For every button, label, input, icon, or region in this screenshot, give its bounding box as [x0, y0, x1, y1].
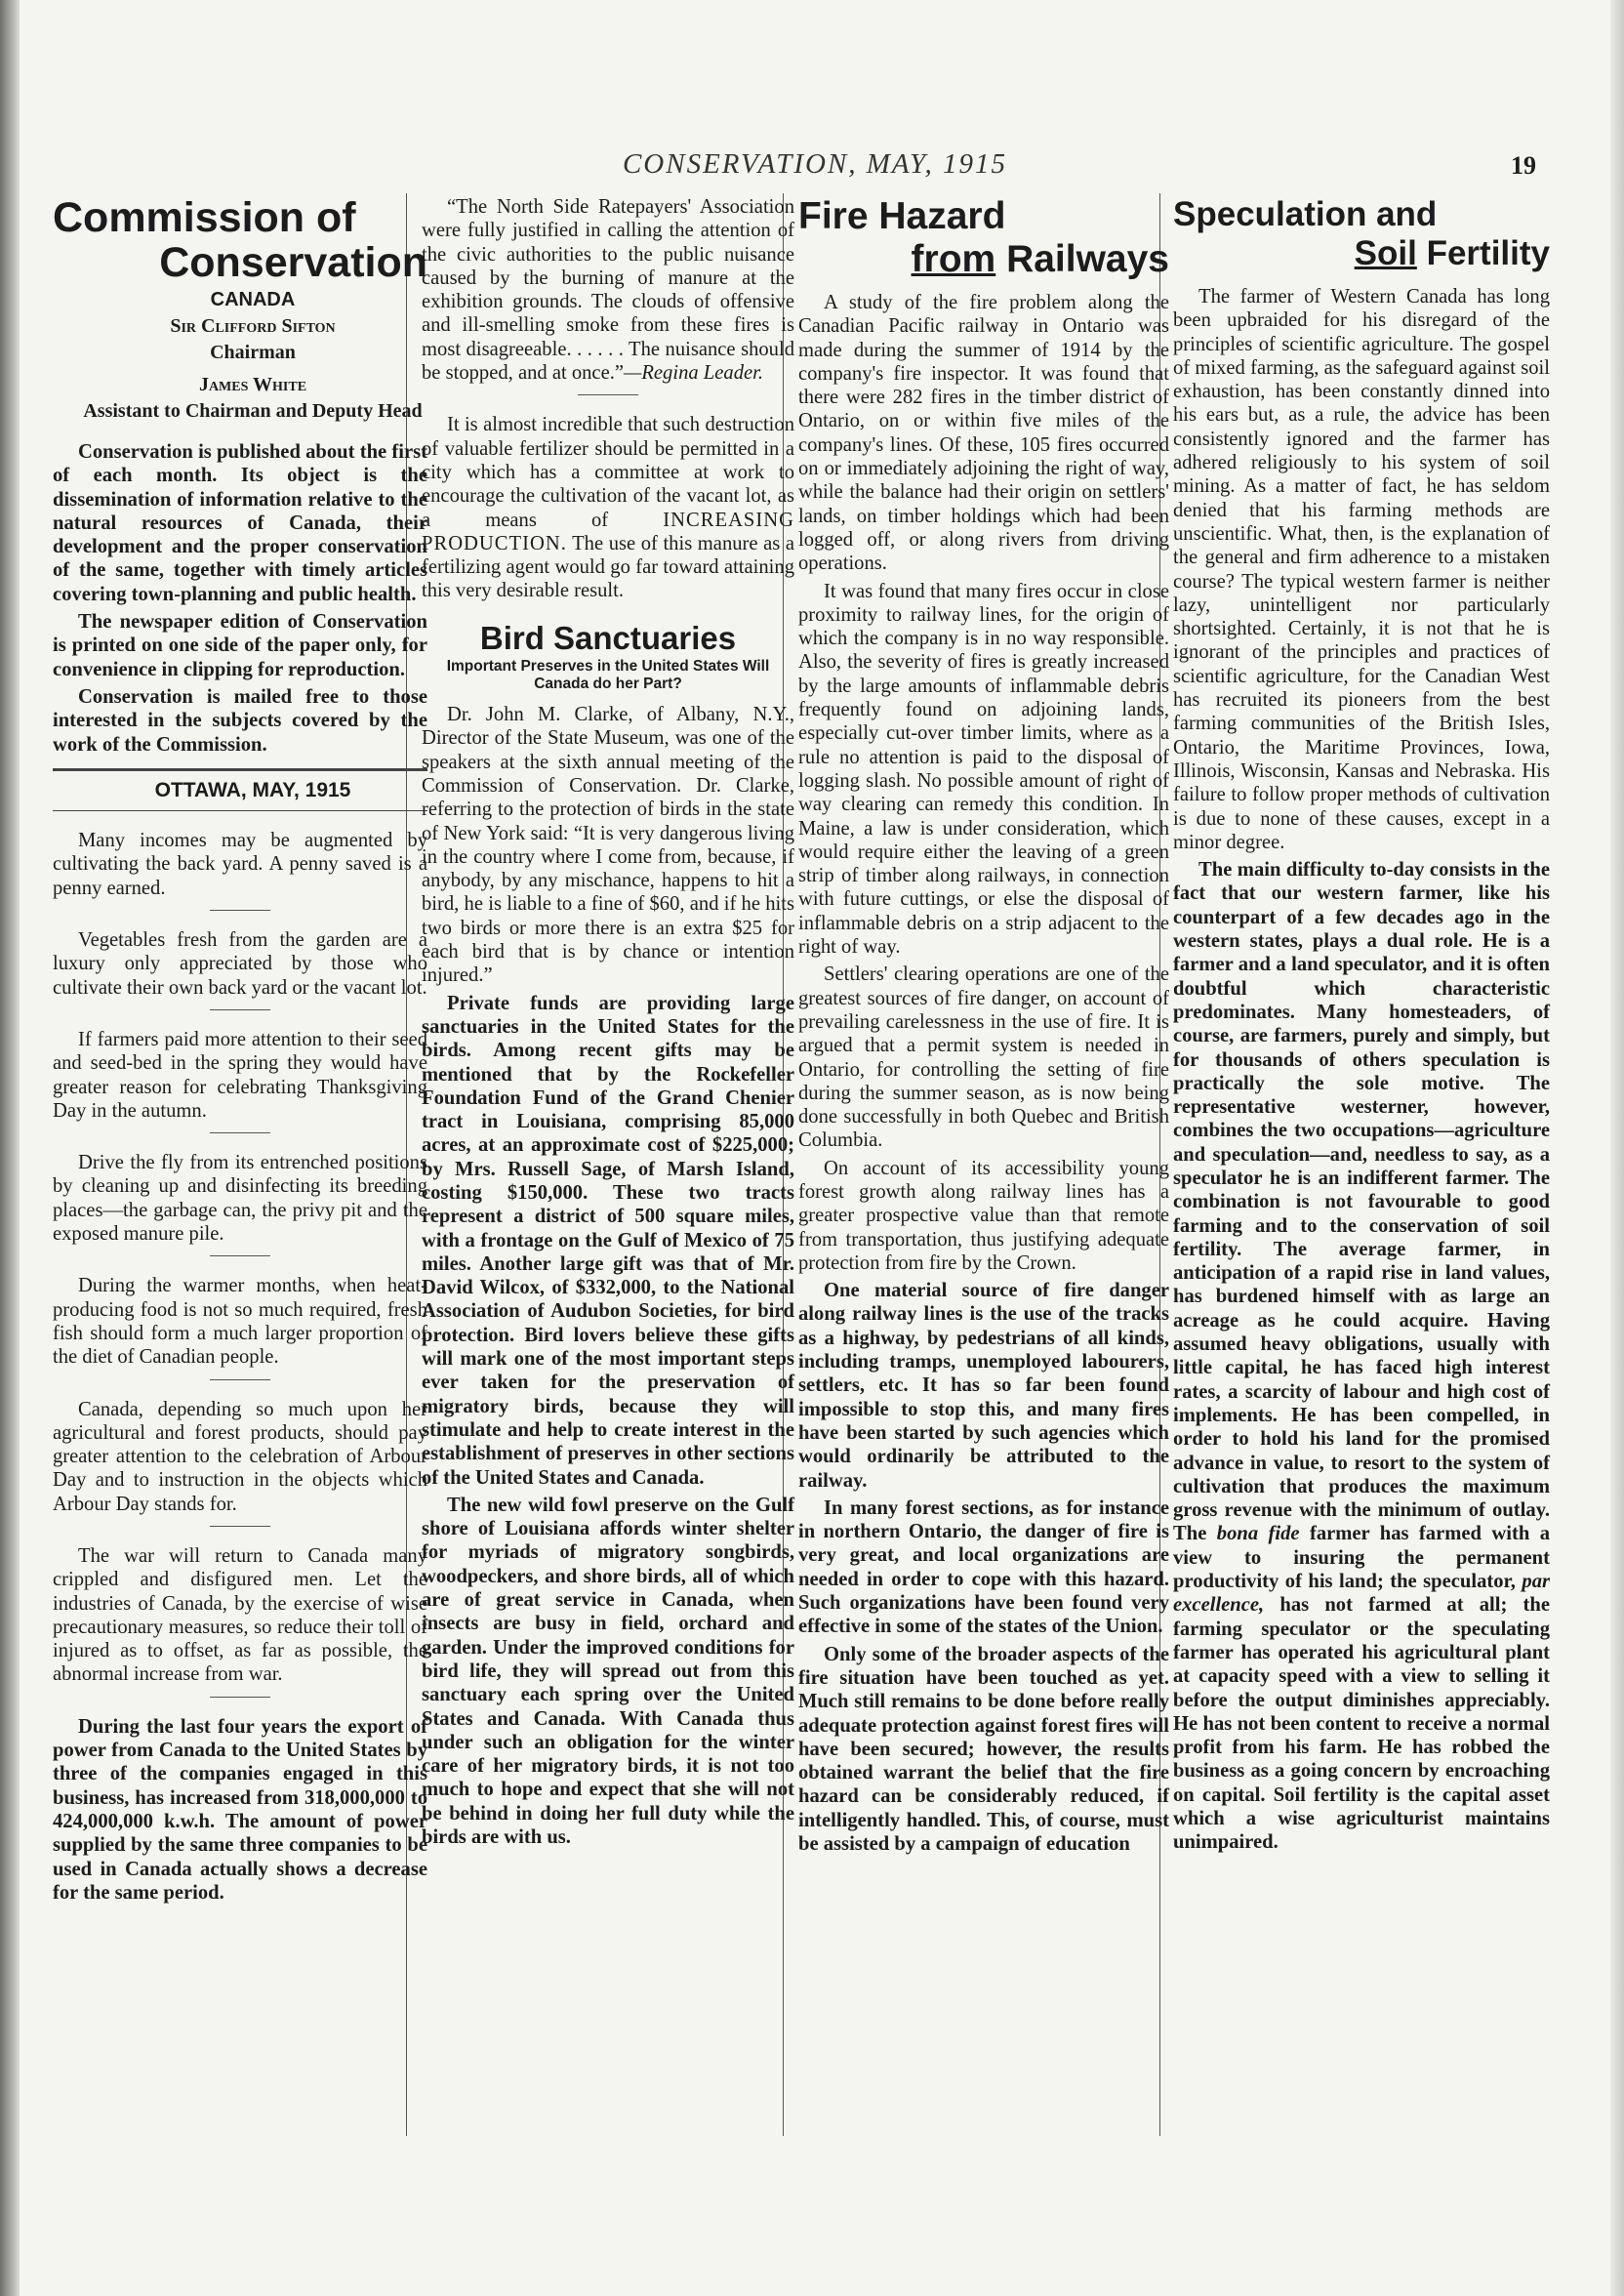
newspaper-page: [20, 0, 1610, 2296]
article-title-line2: [798, 238, 1169, 281]
column-bird-sanctuaries: [422, 195, 794, 1853]
item-separator: [210, 910, 270, 911]
item-separator: [578, 394, 638, 395]
masthead-country: CANADA: [210, 289, 296, 310]
article-paragraph: Private funds are providing large sanctuaries in the United States for the birds. Among recent gifts may be mentioned that by the Rockefeller Foundation Fund of the Grand Chenier tract in Louisiana, comprising 85,000 acres, at an approximate cost of $225,000; by Mrs. Russell Sage, of Marsh Island, costing $150,000. These two tracts represent a district of 500 square miles, with a frontage on the Gulf of Mexico of 75 miles. Another large gift was that of Mr. David Wilcox, of $332,000, to the National Association of Audubon Societies, for bird protection. Bird lovers believe these gifts will mark one of the most important steps ever taken for the preservation of migratory birds, because they will stimulate and help to create interest in the establishment of preserves in other sections of the United States and Canada.: [422, 992, 794, 1489]
editorial-item: During the warmer months, when heat-producing food is not so much required, fresh fish should form a much larger proportion of the diet of Canadian people.: [53, 1275, 427, 1369]
paragraph-text: farmer has farmed with a view to insuring the permanent productivity of his land; the speculator,: [1173, 1523, 1550, 1593]
manure-paragraph: [422, 413, 794, 602]
intro-paragraph: Conservation is published about the first of each month. Its object is the dissemination of information relative to the natural resources of Canada, their development and the proper conservation of the same, together with timely articles covering town-planning and public health.: [53, 441, 427, 605]
divider: [53, 768, 427, 771]
item-separator: [210, 1009, 270, 1010]
editorial-item: Many incomes may be augmented by cultivating the back yard. A penny saved is a penny earned.: [53, 830, 427, 899]
column-commission: [53, 195, 427, 1908]
article-title-line2: [1173, 234, 1550, 273]
editorial-item: Canada, depending so much upon her agricultural and forest products, should pay greater attention to the celebration of Arbour Day and to instruction in the objects which Arbour Day stands for.: [53, 1398, 427, 1515]
item-separator: [210, 1255, 270, 1256]
assistant-name: James White: [198, 374, 307, 395]
article-paragraph: On account of its accessibility young forest growth along railway lines has a greater prospective value than that remote from transportation, thus justifying adequate protection from fire by the Crown.: [798, 1157, 1169, 1274]
article-paragraph: It was found that many fires occur in close proximity to railway lines, for the origin of which the company is in no way responsible. Also, the severity of fires is greatly increased by the large amounts of inflammable debris frequently found on adjoining lands, especially cut-over timber limits, where as a rule no attention is paid to the disposal of logging slash. No possible amount of right of way clearing can remedy this condition. In Maine, a law is under consideration, which would require either the leaving of a green strip of timber along railways, in connection with future cuttings, or else the disposal of inflammable debris on a strip adjacent to the right of way.: [798, 580, 1169, 959]
article-title-line1: Speculation and: [1173, 195, 1438, 233]
title-underlined-word: from: [911, 238, 996, 280]
paragraph-text: It is almost incredible that such destruction of valuable fertilizer should be permitted in a city which has a committee at work to encourage the cultivation of the vacant lot, as a means of: [422, 414, 794, 531]
title-underlined-word: Soil: [1354, 234, 1417, 272]
article-paragraph: The farmer of Western Canada has long been upbraided for his disregard of the principles of scientific agriculture. The gospel of mixed farming, as the safeguard against soil exhaustion, has been constantly dinned into his ears but, as a rule, the advice has been consistently ignored and the farmer has adhered religiously to his system of soil mining. As a matter of fact, he has seldom denied that his farming methods are unscientific. What, then, is the explanation of the general and firm adherence to a mistaken course? The typical western farmer is neither lazy, unintelligent nor particularly shortsighted. Certainly, it is not that he is ignorant of the principles and practices of scientific agriculture, for the Canadian West has recruited its pioneers from the best farming communities of the British Isles, Ontario, the Maritime Provinces, Iowa, Illinois, Wisconsin, Kansas and Nebraska. His failure to follow proper methods of cultivation is due to none of these causes, except in a minor degree.: [1173, 286, 1550, 853]
title-word: Fertility: [1426, 234, 1550, 272]
editorial-item: Vegetables fresh from the garden are a luxury only appreciated by those who cultivate their own back yard or the vacant lot.: [53, 929, 427, 999]
article-paragraph: A study of the fire problem along the Canadian Pacific railway in Ontario was made during the summer of 1914 by the company's fire inspector. It was found that there were 282 fires in the timber district of Ontario, on or within five miles of the company's lines. Of these, 105 fires occurred on or immediately adjoining the right of way, while the balance had their origin on settlers' lands, on timber holdings which had been logged off, or along rivers from driving operations.: [798, 292, 1169, 575]
chairman-name: Sir Clifford Sifton: [170, 315, 336, 337]
paragraph-text: The main difficulty to-day consists in the fact that our western farmer, like his counterpart of a few decades ago in the western states, plays a dual role. He is a farmer and a land speculator, and it is often doubtful which characteristic predominates. Many homesteaders, of course, are farmers, purely and simply, but for thousands of others speculation is practically the sole motive. The representative westerner, however, combines the two occupations—agriculture and speculation—and, needless to say, as a speculator he is an indifferent farmer. The combination is not favourable to good farming and to the conservation of soil fertility. The average farmer, in anticipation of a rapid rise in land values, has burdened himself with as large an acreage as he could acquire. Having assumed heavy obligations, usually with little capital, he has faced high interest rates, a scarcity of labour and high cost of implements. He has been compelled, in order to hold his land for the promised advance in value, to resort to the system of cultivation that produces the maximum gross revenue with the minimum of outlay. The: [1173, 859, 1550, 1545]
italic-phrase: par excellence,: [1173, 1571, 1550, 1617]
article-title: Bird Sanctuaries: [479, 619, 737, 656]
assistant-role: Assistant to Chairman and Deputy Head: [83, 400, 423, 422]
article-paragraph: [1173, 858, 1550, 1854]
running-head: CONSERVATION, MAY, 1915: [622, 148, 1008, 180]
intro-paragraph: Conservation is mailed free to those interested in the subjects covered by the work of the Commission.: [53, 685, 427, 756]
quoted-editorial: [422, 195, 794, 385]
column-fire-hazard: [798, 195, 1169, 1860]
editorial-item: If farmers paid more attention to their seed and seed-bed in the spring they would have greater reason for celebrating Thanksgiving Day in the autumn.: [53, 1028, 427, 1122]
item-separator: [210, 1132, 270, 1133]
book-binding: [0, 0, 20, 2296]
title-word: Railways: [1006, 238, 1169, 280]
article-paragraph: One material source of fire danger along railway lines is the use of the tracks as a highway, by pedestrians of all kinds, including tramps, unemployed labourers, settlers, etc. It has so far been found impossible to stop this, and many fires have been started by such agencies which would ordinarily be attributed to the railway.: [798, 1280, 1169, 1492]
italic-phrase: bona fide: [1216, 1523, 1300, 1545]
page-edge: [1610, 0, 1624, 2296]
chairman-role: Chairman: [210, 342, 296, 363]
quote-text: “The North Side Ratepayers' Association were fully justified in calling the attention of the civic authorities to the public nuisance caused by the burning of manure at the exhibition grounds. The clouds of offensive and ill-smelling smoke from these fires is most disagreeable. . . . . . The nuisance should be stopped, and at once.”: [422, 196, 794, 385]
page-number: 19: [1511, 151, 1536, 180]
column-speculation: [1173, 195, 1550, 1859]
quote-source: —Regina Leader.: [624, 362, 764, 385]
editorial-item: Drive the fly from its entrenched positions by cleaning up and disinfecting its breeding places—the garbage can, the privy pit and the exposed manure pile.: [53, 1152, 427, 1246]
article-paragraph: Settlers' clearing operations are one of the greatest sources of fire danger, on account of prevailing carelessness in the use of fire. It is argued that a permit system is needed in Ontario, for controlling the setting of fire during the summer season, as is now being done successfully in both Quebec and British Columbia.: [798, 964, 1169, 1152]
article-paragraph: Only some of the broader aspects of the fire situation have been touched as yet. Much still remains to be done before really adequate protection against forest fires will have been secured; however, the results obtained warrant the belief that the fire hazard can be considerably reduced, if intelligently handled. This, of course, must be assisted by a campaign of education: [798, 1643, 1169, 1855]
editorial-item: The war will return to Canada many crippled and disfigured men. Let the industries of Canada, by the exercise of wise precautionary measures, so reduce their toll of injured as to offset, as far as possible, the abnormal increase from war.: [53, 1544, 427, 1686]
masthead-title-line1: Commission of: [53, 194, 356, 241]
editorial-item: During the last four years the export of power from Canada to the United States by three of the companies engaged in this business, has increased from 318,000,000 to 424,000,000 k.w.h. The amount of power supplied by the same three companies to be used in Canada actually shows a decrease for the same period.: [53, 1715, 427, 1904]
article-subhead: Important Preserves in the United States Will Canada do her Part?: [446, 658, 770, 693]
item-separator: [210, 1526, 270, 1527]
item-separator: [210, 1697, 270, 1698]
paragraph-text: has not farmed at all; the farming speculator or the speculating farmer has operated his agricultural plant at capacity speed with a view to selling it before the output diminishes appreciably. He has not been content to receive a normal profit from his farm. He has robbed the business as a going concern by encroaching on capital. Soil fertility is the capital asset which a wise agriculturist maintains unimpaired.: [1173, 1594, 1550, 1854]
dateline: OTTAWA, MAY, 1915: [154, 778, 351, 801]
paragraph-text: The use of this manure as a fertilizing agent would go far toward attaining this very desirable result.: [422, 532, 794, 602]
article-paragraph: Dr. John M. Clarke, of Albany, N.Y., Director of the State Museum, was one of the speakers at the sixth annual meeting of the Commission of Conservation. Dr. Clarke, referring to the protection of birds in the state of New York said: “It is very dangerous living in the country where I come from, because, if anybody, by any mischance, happens to hit a bird, he is liable to a fine of $60, and if he hits two birds or more there is an extra $25 for each bird that is by chance or intention injured.”: [422, 704, 794, 987]
item-separator: [210, 1379, 270, 1380]
divider: [53, 810, 427, 811]
article-paragraph: In many forest sections, as for instance in northern Ontario, the danger of fire is very great, and local organizations are needed in order to cope with this hazard. Such organizations have been found very effective in some of the states of the Union.: [798, 1496, 1169, 1638]
article-paragraph: The new wild fowl preserve on the Gulf shore of Louisiana affords winter shelter for myriads of migratory songbirds, woodpeckers, and shore birds, all of which are of great service in Canada, when insects are busy in field, orchard and garden. Under the improved conditions for bird life, they will spread out from this sanctuary each spring over the United States and Canada. With Canada thus under such an obligation for the winter care of her migratory birds, it is not too much to hope and expect that she will not be behind in doing her full duty while the birds are with us.: [422, 1494, 794, 1848]
intro-paragraph: The newspaper edition of Conservation is printed on one side of the paper only, for convenience in clipping for reproduction.: [53, 611, 427, 680]
masthead-title-line2: Conservation: [159, 239, 427, 286]
article-title-line1: Fire Hazard: [798, 195, 1006, 237]
caps-phrase: INCREASING PRODUCTION.: [422, 509, 794, 554]
